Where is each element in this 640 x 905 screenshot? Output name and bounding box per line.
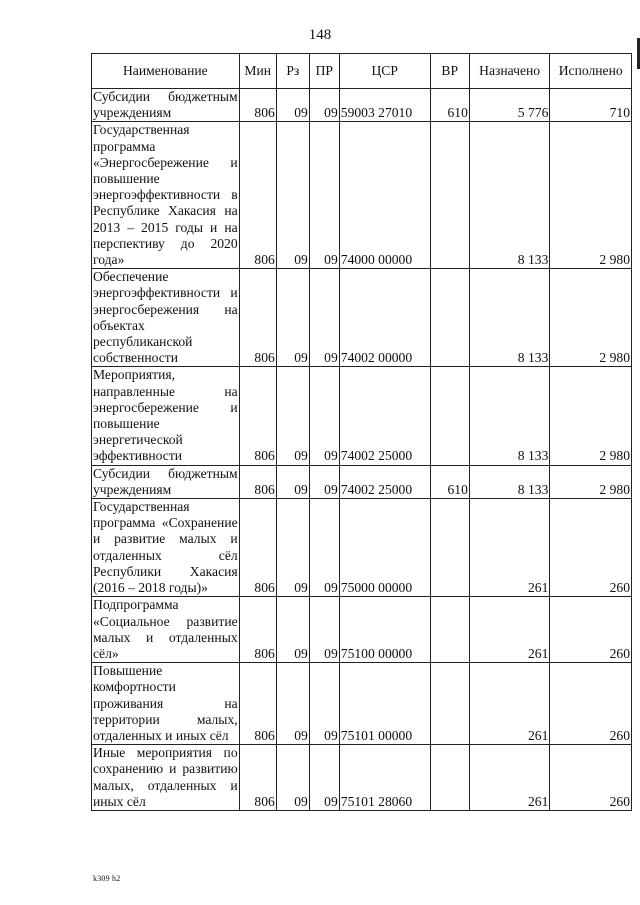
row-min: 806 [239,122,276,269]
row-executed: 2 980 [550,122,632,269]
table-row [92,367,632,465]
row-csr: 74002 25000 [339,465,430,498]
header-assigned: Назначено [469,54,550,89]
row-min: 806 [239,89,276,122]
row-csr: 75101 00000 [339,663,430,745]
row-rz: 09 [276,499,309,597]
row-pr: 09 [309,499,339,597]
row-pr: 09 [309,122,339,269]
row-name: Иные мероприятия по сохранению и развитию малых, отдаленных и иных сёл [93,745,238,809]
row-vr [430,663,469,745]
row-csr: 75100 00000 [339,597,430,663]
row-pr: 09 [309,89,339,122]
row-rz: 09 [276,89,309,122]
row-min: 806 [239,269,276,367]
row-vr [430,745,469,811]
header-pr: ПР [309,54,339,89]
row-executed: 2 980 [550,367,632,465]
row-csr: 75101 28060 [339,745,430,811]
table-header-row [92,54,632,89]
table-row [92,465,632,498]
row-name: Подпрограмма «Социальное развитие малых и отдаленных сёл» [93,597,238,661]
row-assigned: 8 133 [469,367,550,465]
row-csr: 75000 00000 [339,499,430,597]
row-min: 806 [239,663,276,745]
row-name: Субсидии бюджетным учреждениям [93,89,238,121]
row-executed: 260 [550,745,632,811]
row-rz: 09 [276,465,309,498]
row-assigned: 8 133 [469,269,550,367]
row-vr [430,499,469,597]
row-rz: 09 [276,122,309,269]
row-vr [430,122,469,269]
row-assigned: 261 [469,663,550,745]
header-executed: Исполнено [550,54,632,89]
row-min: 806 [239,465,276,498]
row-executed: 260 [550,597,632,663]
row-pr: 09 [309,269,339,367]
row-rz: 09 [276,367,309,465]
row-min: 806 [239,499,276,597]
row-pr: 09 [309,367,339,465]
row-executed: 2 980 [550,465,632,498]
table-row [92,89,632,122]
row-name: Повышение комфортности проживания на территории малых, отдаленных и иных сёл [93,663,238,743]
row-rz: 09 [276,597,309,663]
page-number: 148 [308,27,332,43]
row-assigned: 261 [469,597,550,663]
row-pr: 09 [309,465,339,498]
row-vr [430,269,469,367]
header-vr: ВР [430,54,469,89]
row-csr: 74002 00000 [339,269,430,367]
row-executed: 260 [550,663,632,745]
row-rz: 09 [276,663,309,745]
row-csr: 74002 25000 [339,367,430,465]
row-csr: 74000 00000 [339,122,430,269]
row-executed: 260 [550,499,632,597]
table-row [92,269,632,367]
row-assigned: 8 133 [469,122,550,269]
row-min: 806 [239,367,276,465]
row-rz: 09 [276,745,309,811]
table-row [92,122,632,269]
table-row [92,745,632,811]
table-row [92,597,632,663]
header-name: Наименование [92,54,240,89]
row-assigned: 261 [469,499,550,597]
row-vr: 610 [430,89,469,122]
header-min: Мин [239,54,276,89]
row-name: Мероприятия, направленные на энергосбережение и повышение энергетической эффективности [93,367,238,464]
row-vr [430,597,469,663]
row-assigned: 8 133 [469,465,550,498]
row-assigned: 261 [469,745,550,811]
row-min: 806 [239,597,276,663]
row-name: Обеспечение энергоэффективности и энергосбережения на объектах республиканской собственности [93,269,238,366]
footer-code: k309 h2 [93,874,121,883]
row-vr: 610 [430,465,469,498]
table-row [92,663,632,745]
header-csr: ЦСР [339,54,430,89]
row-assigned: 5 776 [469,89,550,122]
header-rz: Рз [276,54,309,89]
row-min: 806 [239,745,276,811]
row-pr: 09 [309,745,339,811]
row-name: Государственная программа «Энергосбережение и повышение энергоэффективности в Республике Хакасия на 2013 – 2015 годы и на перспективу до 2020 года» [93,122,238,268]
row-executed: 710 [550,89,632,122]
row-pr: 09 [309,663,339,745]
row-executed: 2 980 [550,269,632,367]
row-name: Государственная программа «Сохранение и развитие малых и отдаленных сёл Республики Хакасия (2016 – 2018 годы)» [93,499,238,596]
row-pr: 09 [309,597,339,663]
row-vr [430,367,469,465]
budget-table [91,53,632,811]
row-rz: 09 [276,269,309,367]
row-name: Субсидии бюджетным учреждениям [93,465,238,497]
table-row [92,499,632,597]
row-csr: 59003 27010 [339,89,430,122]
